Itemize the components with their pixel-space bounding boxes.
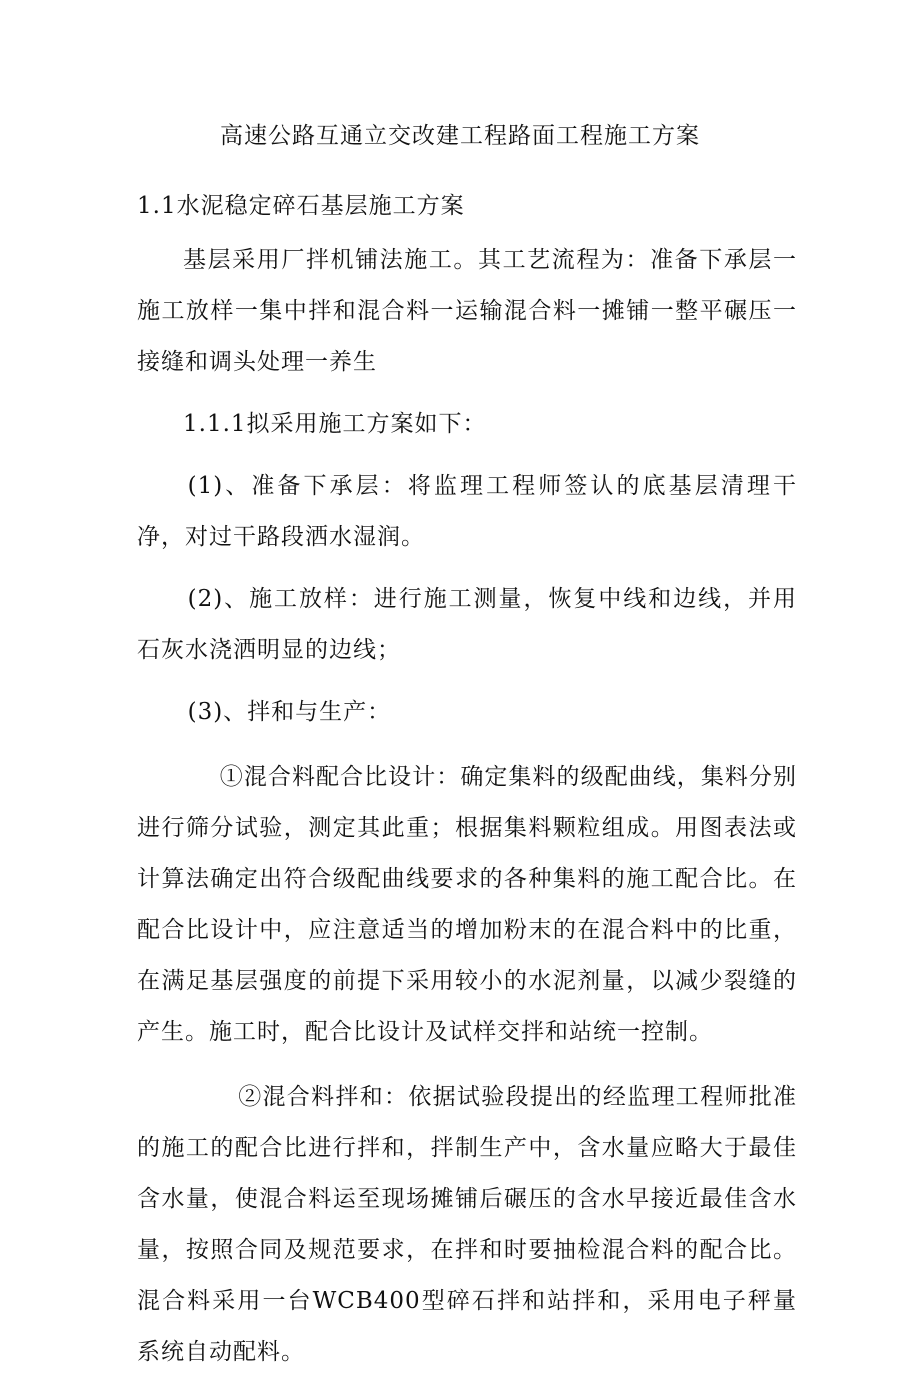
paragraph-mixing: ②混合料拌和：依据试验段提出的经监理工程师批准的施工的配合比进行拌和，拌制生产中，含水量应略大于最佳含水量，使混合料运至现场摊铺后碾压的含水早接近最佳含水量，按照合同及规范要求，在拌和时要抽检混合料的配合比。混合料采用一台WCB400型碎石拌和站拌和，采用电子秤量系统自动配料。	[137, 1084, 797, 1365]
paragraph-mix-design: ①混合料配合比设计：确定集料的级配曲线，集料分别进行筛分试验，测定其此重；根据集料颗粒组成。用图表法或计算法确定出符合级配曲线要求的各种集料的施工配合比。在配合比设计中，应注意适当的增加粉末的在混合料中的比重，在满足基层强度的前提下采用较小的水泥剂量，以减少裂缝的产生。施工时，配合比设计及试样交拌和站统一控制。	[137, 764, 797, 1045]
paragraph-step-1: (1)、准备下承层：将监理工程师签认的底基层清理干净，对过干路段洒水湿润。	[137, 473, 797, 550]
paragraph-step-2: (2)、施工放样：进行施工测量，恢复中线和边线，并用石灰水浇洒明显的边线；	[137, 586, 797, 663]
section-heading: 1.1水泥稳定碎石基层施工方案	[137, 193, 465, 219]
document-body	[137, 235, 797, 1378]
document-title: 高速公路互通立交改建工程路面工程施工方案	[220, 123, 700, 149]
paragraph-step-3: (3)、拌和与生产：	[187, 699, 392, 725]
paragraph-process-flow: 基层采用厂拌机铺法施工。其工艺流程为：准备下承层一施工放样一集中拌和混合料一运输混合料一摊铺一整平碾压一接缝和调头处理一养生	[137, 247, 797, 375]
paragraph-subsection-heading: 1.1.1拟采用施工方案如下：	[183, 411, 487, 437]
